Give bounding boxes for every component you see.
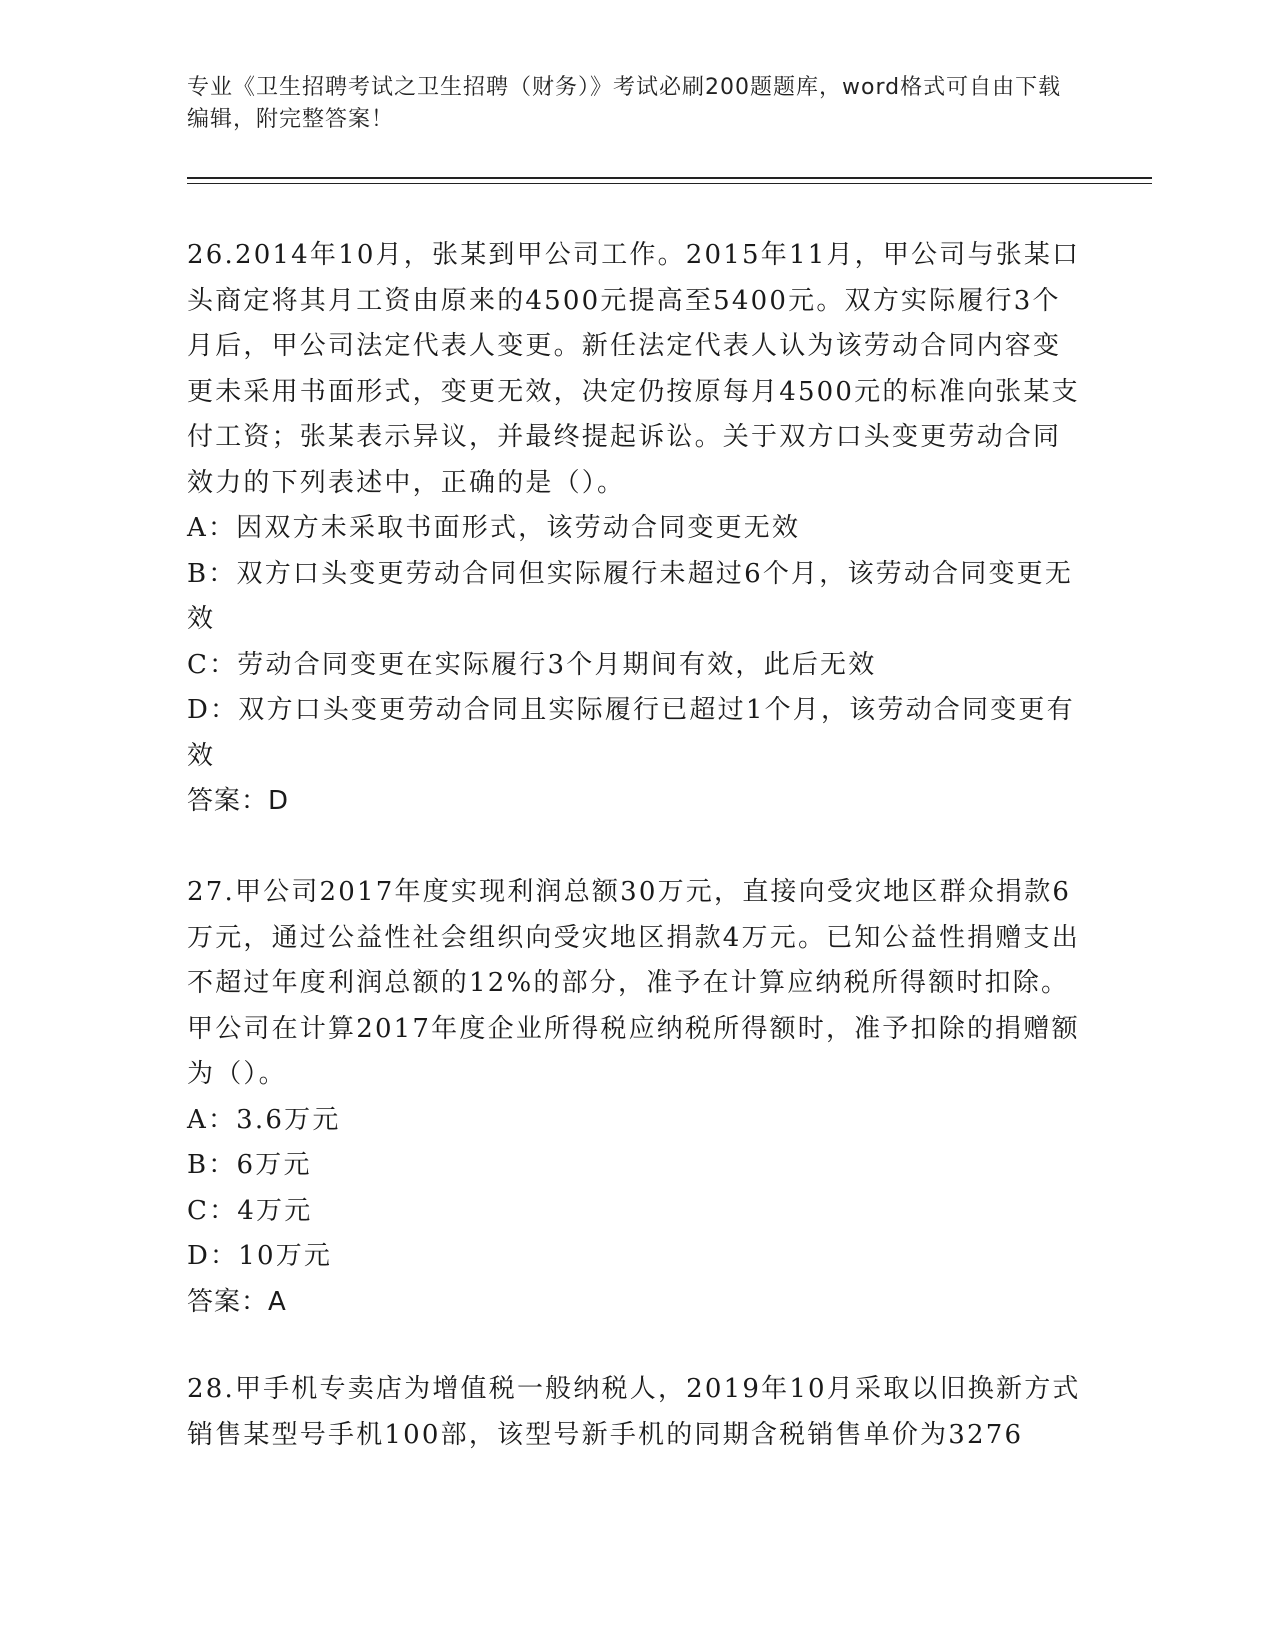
question-26 [187,233,1087,825]
header-divider-thick [187,177,1152,179]
option-c: C：劳动合同变更在实际履行3个月期间有效，此后无效 [187,649,877,680]
question-27 [187,870,1087,1325]
option-d: D：10万元 [187,1241,333,1271]
option-a: A：3.6万元 [187,1104,341,1135]
option-b: B：6万元 [187,1150,312,1180]
question-28 [187,1367,1087,1458]
answer: 答案：D [187,786,290,816]
question-stem: 27.甲公司2017年度实现利润总额30万元，直接向受灾地区群众捐款6万元，通过公益性社会组织向受灾地区捐款4万元。已知公益性捐赠支出不超过年度利润总额的12%的部分，准予在计算应纳税所得额时扣除。甲公司在计算2017年度企业所得税应纳税所得额时，准予扣除的捐赠额为（）。 [187,877,1080,1089]
option-d: D：双方口头变更劳动合同且实际履行已超过1个月，该劳动合同变更有效 [187,695,1075,771]
answer: 答案：A [187,1286,287,1317]
document-title: 专业《卫生招聘考试之卫生招聘（财务）》考试必刷200题题库，word格式可自由下载编辑，附完整答案！ [187,75,1062,132]
option-b: B：双方口头变更劳动合同但实际履行未超过6个月，该劳动合同变更无效 [187,558,1074,634]
option-c: C：4万元 [187,1195,313,1226]
header-divider-thin [187,183,1152,184]
question-stem: 28.甲手机专卖店为增值税一般纳税人，2019年10月采取以旧换新方式销售某型号手机100部，该型号新手机的同期含税销售单价为3276 [187,1374,1081,1450]
question-stem: 26.2014年10月，张某到甲公司工作。2015年11月，甲公司与张某口头商定将其月工资由原来的4500元提高至5400元。双方实际履行3个月后，甲公司法定代表人变更。新任法定代表人认为该劳动合同内容变更未采用书面形式，变更无效，决定仍按原每月4500元的标准向张某支付工资；张某表示异议，并最终提起诉讼。关于双方口头变更劳动合同效力的下列表述中，正确的是（）。 [187,240,1081,498]
option-a: A：因双方未采取书面形式，该劳动合同变更无效 [187,513,801,543]
